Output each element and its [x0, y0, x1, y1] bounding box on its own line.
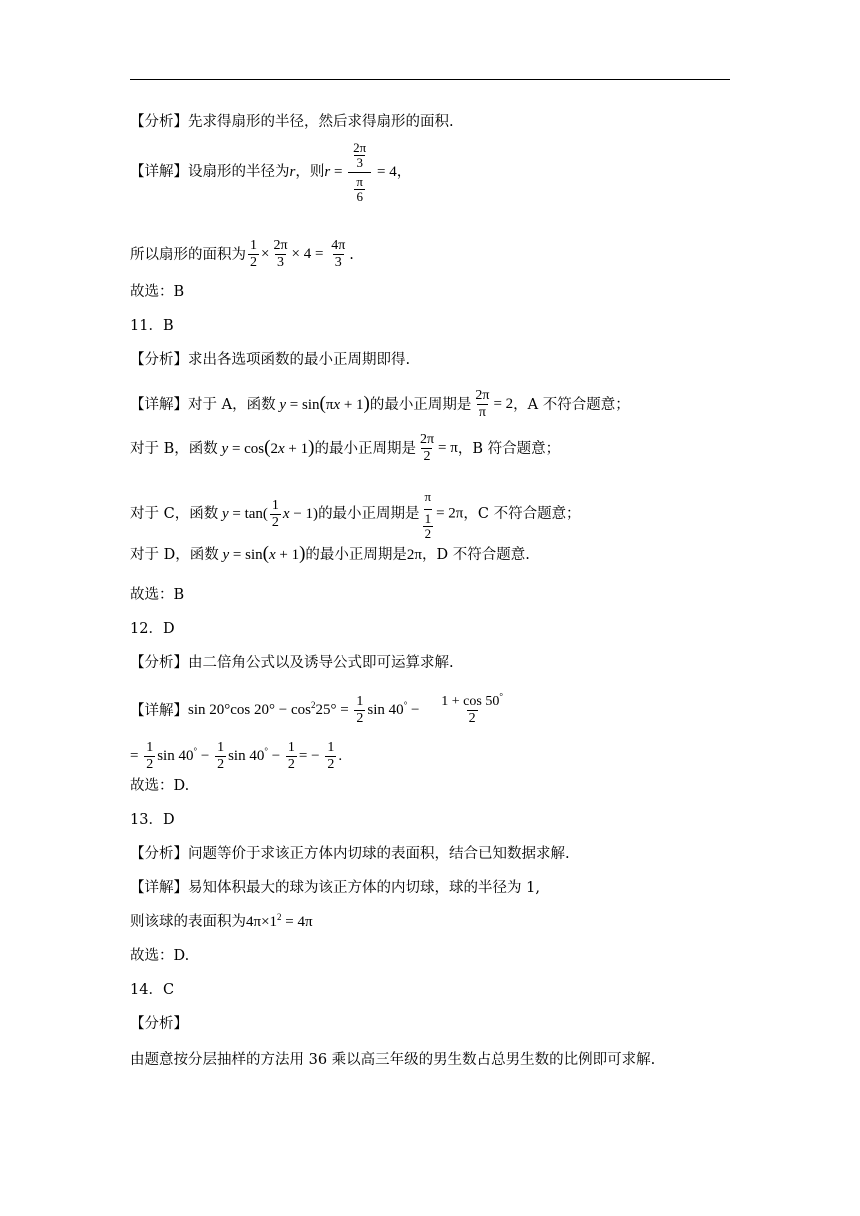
choice-13 [130, 946, 189, 966]
math-expr-12: sin 20°cos $20^\circ - \cos^225^\circ$ = $\frac{1}{2}$ sin 40° − $\frac{1 + \cos 50^\circ}{2}$ [188, 691, 503, 726]
solution-12 [130, 691, 517, 727]
text: 【详解】设扇形的半径为 [130, 164, 290, 180]
text: 所以扇形的面积为 [130, 246, 246, 263]
text: 故选：B [130, 587, 185, 603]
math-func-a: y = sin(πx + 1) [279, 392, 370, 414]
text: 对于 B，函数 [130, 440, 218, 457]
math-func-d: y = sin(x + 1) [222, 543, 306, 564]
analysis-13 [130, 844, 570, 864]
question-number-13 [130, 810, 175, 830]
text: 故选：B [130, 284, 185, 300]
text: 则该球的表面积为 [130, 914, 246, 930]
choice-10 [130, 282, 184, 302]
question-number-11 [130, 316, 174, 336]
choice-12 [130, 776, 189, 796]
text: 14．C [130, 982, 175, 998]
analysis-14 [130, 1014, 188, 1034]
text: 【详解】易知体积最大的球为该正方体的内切球，球的半径为 1, [130, 880, 540, 896]
analysis-10 [130, 112, 454, 132]
text: 【详解】对于 A，函数 [130, 396, 276, 413]
math-period-b: $\frac{2\pi}{2}$ = π [419, 432, 458, 464]
solution-10 [130, 139, 412, 204]
math-func-b: y = cos(2x + 1) [221, 436, 315, 458]
choice-11 [130, 585, 184, 605]
text: 【分析】由二倍角公式以及诱导公式即可运算求解. [130, 655, 454, 671]
text: ，A 不符合题意； [513, 396, 630, 413]
text: 【分析】 [130, 1016, 188, 1032]
text: ，D 不符合题意. [422, 547, 530, 563]
math-period-d: 2π [406, 547, 422, 563]
text: ，C 不符合题意； [463, 506, 581, 522]
text: 11．B [130, 318, 174, 334]
solution-13 [130, 878, 540, 898]
text: 的最小正周期是 [369, 396, 472, 413]
solution-11-c [130, 487, 581, 541]
text: 由题意按分层抽样的方法用 36 乘以高三年级的男生数占总男生数的比例即可求解. [130, 1052, 656, 1068]
math-var: r [289, 164, 296, 180]
text: ，则 [295, 164, 325, 180]
math-area: $\frac{1}{2}$ × $\frac{2\pi}{3}$ × 4 = $\frac{4\pi}{3}$ [250, 238, 346, 270]
text: 【分析】先求得扇形的半径，然后求得扇形的面积. [130, 114, 454, 130]
solution-11-a [130, 388, 630, 421]
text: 对于 C，函数 [130, 506, 219, 522]
area-line [130, 238, 354, 271]
text: . [349, 246, 354, 263]
header-rule [130, 79, 730, 80]
text: 的最小正周期是 [305, 547, 407, 563]
text: 【详解】 [130, 702, 188, 719]
text: 对于 D，函数 [130, 547, 219, 563]
math-expr-12-cont: = $\frac{1}{2}$ sin 40° − $\frac{1}{2}$ sin 40° − $\frac{1}{2}$ = − $\frac{1}{2}$ . [130, 740, 343, 772]
question-number-12 [130, 619, 175, 639]
question-number-14 [130, 980, 174, 1000]
text: 的最小正周期是 [314, 440, 416, 457]
text: 【分析】求出各选项函数的最小正周期即得. [130, 352, 411, 368]
math-surface-area: $4\pi\times 1^2 = 4\pi$ [246, 912, 313, 930]
text: 13．D [130, 812, 175, 828]
math-func-c: y = tan( $\frac{1}{2}$ x − 1) [221, 497, 319, 530]
text: ，B 符合题意； [457, 440, 561, 457]
analysis-14-body [130, 1050, 655, 1070]
math-period-a: $\frac{2\pi}{\pi}$ = 2 [475, 388, 514, 420]
math-period-c: $\frac{\pi}{\frac{1}{2}}$ = 2π [424, 489, 464, 541]
analysis-12 [130, 653, 454, 673]
text: 故选：D. [130, 778, 190, 794]
math-radius: r = $\frac{\frac{2\pi}{3}}{\frac{\pi}{6}}$ = 4 [324, 139, 397, 204]
text: 【分析】问题等价于求该正方体内切球的表面积，结合已知数据求解. [130, 846, 570, 862]
analysis-11 [130, 350, 410, 370]
solution-12-cont [130, 740, 342, 773]
surface-area-line [130, 912, 313, 932]
text: 故选：D. [130, 948, 190, 964]
text: 12．D [130, 621, 175, 637]
solution-11-d [130, 545, 530, 565]
text: ， [396, 164, 412, 180]
text: 的最小正周期是 [318, 506, 420, 522]
solution-11-b [130, 432, 560, 465]
